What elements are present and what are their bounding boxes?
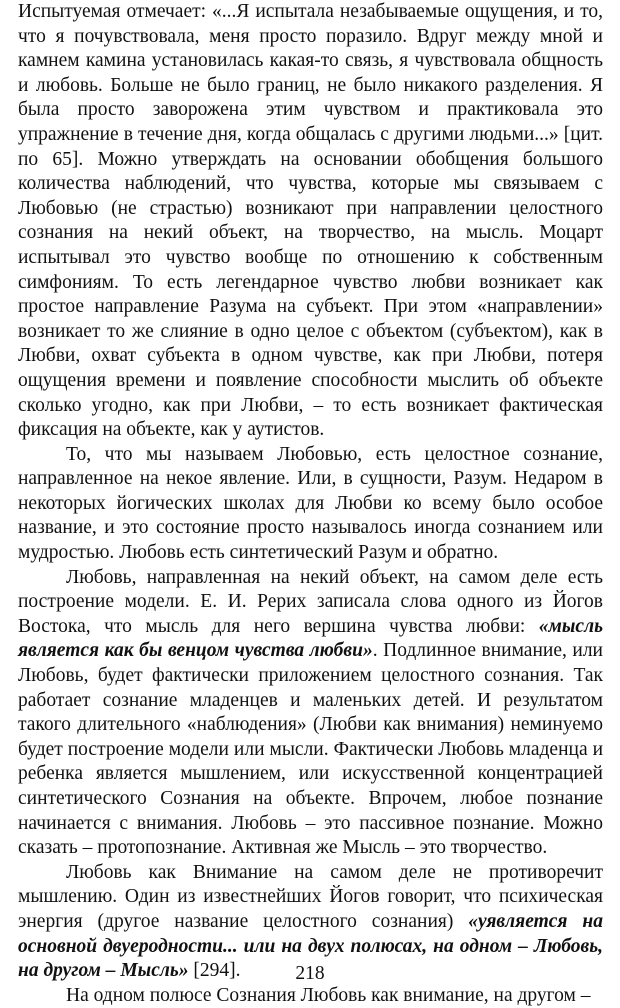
paragraph-2 <box>18 443 603 566</box>
text-segment: Любовь как Внимание на самом деле не противоречит мышлению. Один из известнейших Йогов говорит, что психическая энергия (другое название целостного сознания) <box>18 861 603 932</box>
text-segment: Испытуемая отмечает: «...Я испытала незабываемые ощущения, и то, что я почувствовала, меня просто поразило. Вдруг между мной и камнем камина установилась какая-то связь, я чувствовала общность и любовь. Больше не было границ, не было никакого разделения. Я была просто заворожена этим чувством и практиковала это упражнение в течение дня, когда общалась с другими людьми...» [цит. по 65]. Можно утверждать на основании обобщения большого количества наблюдений, что чувства, которые мы связываем с Любовью (не страстью) возникают при направлении целостного сознания на некий объект, на творчество, на мысль. Моцарт испытывал это чувство вообще по отношению к собственным симфониям. То есть легендарное чувство любви возникает как простое направление Разума на субъект. При этом «направлении» возникает то же слияние в одно целое с объектом (субъектом), как в Любви, охват субъекта в одном чувстве, как при Любви, потеря ощущения времени и появление способности мыслить об объекте сколько угодно, как при Любви, – то есть возникает фактическая фиксация на объекте, как у аутистов. <box>18 1 603 441</box>
text-segment: [294]. <box>188 960 241 982</box>
page-number: 218 <box>295 963 325 984</box>
text-segment: Любовь, направленная на некий объект, на самом деле есть построение модели. Е. И. Рерих записала слова одного из Йогов Востока, что мысль для него вершина чувства любви: <box>18 566 603 637</box>
paragraph-1 <box>18 0 603 443</box>
body-text <box>18 0 603 1008</box>
quote-emphasis: «мысль является как бы венцом чувства любви» <box>18 615 603 662</box>
paragraph-3 <box>18 566 603 861</box>
quote-emphasis: «уявляется на основной двуеродности... или на двух полюсах, на одном – Любовь, на другом – Мысль» <box>18 910 603 982</box>
text-segment: То, что мы называем Любовью, есть целостное сознание, направленное на некое явление. Или, в сущности, Разум. Недаром в некоторых йогических школах для Любви ко всему было особое название, и это состояние просто называлось иногда сознанием или мудростью. Любовь есть синтетический Разум и обратно. <box>18 443 603 564</box>
paragraph-5 <box>18 984 603 1008</box>
text-segment: . Подлинное внимание, или Любовь, будет фактически приложением целостного сознания. Так работает сознание младенцев и маленьких детей. И результатом такого длительного «наблюдения» (Любви как внимания) неминуемо будет построение модели или мысли. Фактически Любовь младенца и ребенка является мышлением, или искусственной концентрацией синтетического Сознания на объекте. Впрочем, любое познание начинается с внимания. Любовь – это пассивное познание. Можно сказать – протопознание. Активная же Мысль – это творчество. <box>18 640 603 859</box>
text-segment: На одном полюсе Сознания Любовь как внимание, на другом – <box>66 984 591 1006</box>
